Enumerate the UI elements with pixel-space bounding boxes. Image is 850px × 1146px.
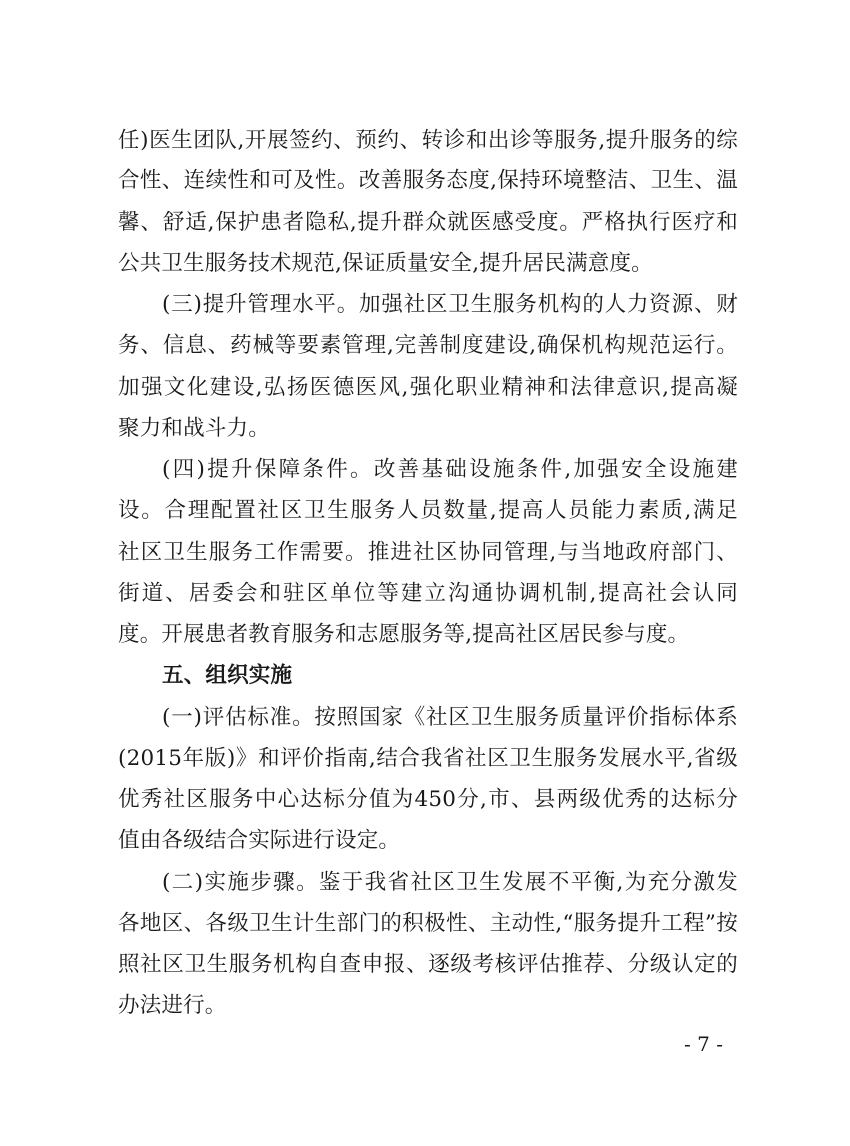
section-heading-support: (四)提升保障条件。改善基础设施条件,加强安全设施建: [162, 457, 738, 482]
paragraph-line: 合性、连续性和可及性。改善服务态度,保持环境整洁、卫生、温: [118, 168, 738, 193]
paragraph-line: 设。合理配置社区卫生服务人员数量,提高人员能力素质,满足: [118, 498, 738, 523]
page-number: - 7 -: [684, 1032, 723, 1056]
paragraph-line: 各地区、各级卫生计生部门的积极性、主动性,“服务提升工程”按: [118, 911, 738, 936]
paragraph-line: 照社区卫生服务机构自查申报、逐级考核评估推荐、分级认定的: [118, 952, 738, 977]
paragraph-line: 办法进行。: [118, 993, 227, 1018]
section-heading-standard: (一)评估标准。按照国家《社区卫生服务质量评价指标体系: [162, 705, 738, 730]
section-heading-steps: (二)实施步骤。鉴于我省社区卫生发展不平衡,为充分激发: [162, 870, 738, 895]
paragraph-line: 务、信息、药械等要素管理,完善制度建设,确保机构规范运行。: [118, 333, 738, 358]
paragraph-line: 馨、舒适,保护患者隐私,提升群众就医感受度。严格执行医疗和: [118, 210, 738, 235]
paragraph-line: 值由各级结合实际进行设定。: [118, 828, 401, 853]
paragraph-line: 度。开展患者教育服务和志愿服务等,提高社区居民参与度。: [118, 622, 690, 647]
paragraph-line: 街道、居委会和驻区单位等建立沟通协调机制,提高社会认同: [118, 581, 738, 606]
paragraph-line: 加强文化建设,弘扬医德医风,强化职业精神和法律意识,提高凝: [118, 375, 738, 400]
section-title-implementation: 五、组织实施: [162, 663, 293, 688]
paragraph-line: 公共卫生服务技术规范,保证质量安全,提升居民满意度。: [118, 251, 653, 276]
paragraph-line: 任)医生团队,开展签约、预约、转诊和出诊等服务,提升服务的综: [118, 128, 738, 153]
paragraph-line: 社区卫生服务工作需要。推进社区协同管理,与当地政府部门、: [118, 540, 738, 565]
section-heading-management: (三)提升管理水平。加强社区卫生服务机构的人力资源、财: [162, 292, 738, 317]
paragraph-line: 优秀社区服务中心达标分值为450分,市、县两级优秀的达标分: [118, 787, 738, 812]
paragraph-line: (2015年版)》和评价指南,结合我省社区卫生服务发展水平,省级: [118, 746, 738, 771]
paragraph-line: 聚力和战斗力。: [118, 416, 270, 441]
